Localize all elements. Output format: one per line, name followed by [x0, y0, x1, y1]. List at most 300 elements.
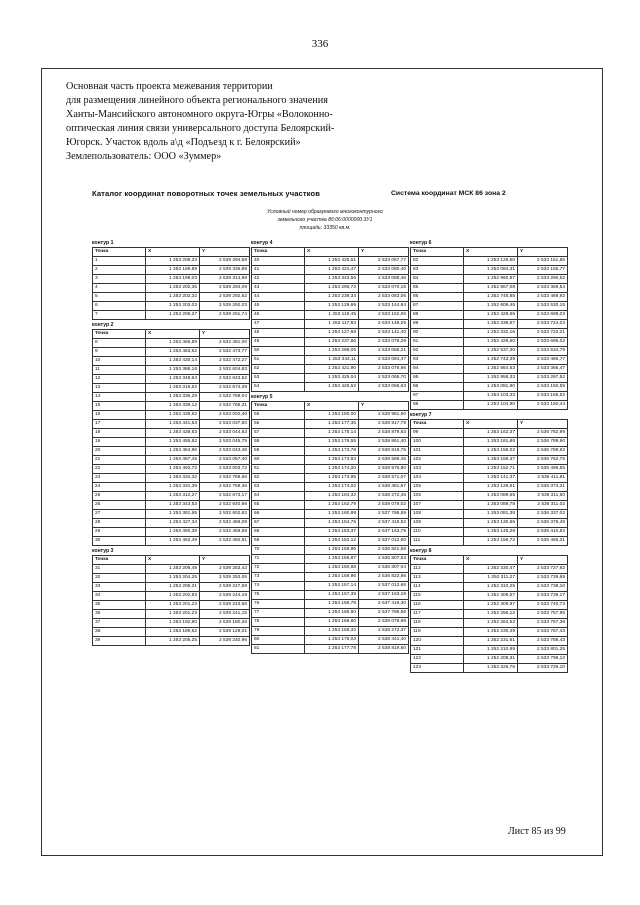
table-row — [93, 284, 250, 293]
table-row — [411, 637, 568, 646]
y-coordinate: 2 539 294,59 — [200, 257, 250, 266]
x-coordinate: 1 253 158,37 — [464, 456, 518, 465]
table-row — [93, 357, 250, 366]
y-coordinate: 2 532 640,98 — [200, 501, 250, 510]
y-coordinate: 2 532 673,17 — [200, 492, 250, 501]
x-coordinate: 1 253 298,05 — [305, 347, 359, 356]
x-coordinate: 1 253 425,04 — [305, 374, 359, 383]
point-number: 89 — [411, 320, 464, 329]
coordinate-table — [410, 247, 568, 410]
table-row — [411, 293, 568, 302]
point-number: 114 — [411, 583, 464, 592]
table-row — [252, 356, 409, 365]
point-number: 60 — [252, 456, 305, 465]
header-line: оптическая линия связи универсального доступа Белоярский- — [66, 123, 335, 134]
y-coordinate: 2 536 373,31 — [518, 483, 568, 492]
point-number: 121 — [411, 646, 464, 655]
y-coordinate: 2 532 473,77 — [200, 348, 250, 357]
y-coordinate: 2 533 757,96 — [518, 610, 568, 619]
y-coordinate: 2 536 376,46 — [518, 519, 568, 528]
x-coordinate: 1 253 189,89 — [146, 266, 200, 275]
y-coordinate: 2 538 879,83 — [359, 429, 409, 438]
point-number: 56 — [252, 420, 305, 429]
y-coordinate: 2 538 441,40 — [359, 636, 409, 645]
y-coordinate: 2 537 012,66 — [359, 582, 409, 591]
x-coordinate: 1 253 157,38 — [305, 591, 359, 600]
header-line: Югорск. Участок вдоль а\д «Подъезд к г. Белоярский» — [66, 137, 301, 148]
y-coordinate: 2 533 767,43 — [518, 628, 568, 637]
x-coordinate: 1 253 202,35 — [146, 284, 200, 293]
parcel-note-line: Условный номер образуемого многоконтурного — [267, 209, 383, 215]
table-row — [252, 501, 409, 510]
x-coordinate: 1 253 175,14 — [305, 429, 359, 438]
x-coordinate: 1 253 206,27 — [146, 311, 200, 320]
y-coordinate: 2 533 724,04 — [518, 320, 568, 329]
y-coordinate: 2 532 674,39 — [200, 384, 250, 393]
table-row — [411, 329, 568, 338]
point-number: 53 — [252, 374, 305, 383]
table-row — [93, 537, 250, 546]
header-y: Y — [200, 248, 250, 257]
y-coordinate: 2 537 418,30 — [359, 600, 409, 609]
y-coordinate: 2 536 465,31 — [518, 537, 568, 546]
x-coordinate: 1 253 129,69 — [305, 302, 359, 311]
y-coordinate: 2 532 460,91 — [200, 537, 250, 546]
table-row — [411, 565, 568, 574]
x-coordinate: 1 253 492,72 — [146, 465, 200, 474]
y-coordinate: 2 533 076,96 — [359, 365, 409, 374]
point-number: 33 — [93, 583, 146, 592]
coordinate-column-2 — [251, 239, 409, 655]
x-coordinate: 1 253 081,90 — [464, 383, 518, 392]
point-number: 68 — [252, 528, 305, 537]
table-header-row — [411, 556, 568, 565]
x-coordinate: 1 253 177,78 — [305, 645, 359, 654]
point-number: 35 — [93, 601, 146, 610]
table-row — [252, 609, 409, 618]
table-row — [252, 420, 409, 429]
x-coordinate: 1 253 160,89 — [305, 510, 359, 519]
table-row — [93, 528, 250, 537]
contour-label: контур 1 — [92, 240, 114, 246]
point-number: 3 — [93, 275, 146, 284]
x-coordinate: 1 253 180,00 — [305, 411, 359, 420]
table-row — [411, 302, 568, 311]
header-point: Точка — [252, 402, 305, 411]
header-x: X — [464, 556, 518, 565]
x-coordinate: 1 253 156,87 — [305, 555, 359, 564]
y-coordinate: 2 533 290,52 — [518, 275, 568, 284]
x-coordinate: 1 253 202,32 — [146, 293, 200, 302]
y-coordinate: 2 532 604,83 — [200, 366, 250, 375]
sheet-label: Лист 85 из 99 — [508, 826, 566, 837]
table-row — [93, 366, 250, 375]
point-number: 106 — [411, 492, 464, 501]
point-number: 108 — [411, 510, 464, 519]
table-row — [252, 546, 409, 555]
y-coordinate: 2 533 530,15 — [518, 302, 568, 311]
x-coordinate: 1 252 867,08 — [464, 284, 518, 293]
point-number: 67 — [252, 519, 305, 528]
point-number: 96 — [411, 383, 464, 392]
table-row — [93, 456, 250, 465]
point-number: 119 — [411, 628, 464, 637]
x-coordinate: 1 253 178,03 — [305, 636, 359, 645]
point-number: 63 — [252, 483, 305, 492]
y-coordinate: 2 537 418,52 — [359, 519, 409, 528]
y-coordinate: 2 539 180,26 — [200, 619, 250, 628]
table-row — [411, 610, 568, 619]
page-number: 336 — [311, 38, 329, 50]
point-number: 65 — [252, 501, 305, 510]
table-row — [93, 293, 250, 302]
y-coordinate: 2 533 148,25 — [359, 320, 409, 329]
point-number: 76 — [252, 600, 305, 609]
table-row — [252, 456, 409, 465]
header-point: Точка — [411, 420, 464, 429]
table-row — [93, 592, 250, 601]
point-number: 91 — [411, 338, 464, 347]
x-coordinate: 1 253 174,20 — [305, 465, 359, 474]
table-row — [93, 519, 250, 528]
point-number: 24 — [93, 483, 146, 492]
y-coordinate: 2 536 807,04 — [359, 564, 409, 573]
point-number: 46 — [252, 311, 305, 320]
header-point: Точка — [93, 330, 146, 339]
point-number: 88 — [411, 311, 464, 320]
x-coordinate: 1 253 162,37 — [464, 429, 518, 438]
y-coordinate: 2 533 534,79 — [518, 347, 568, 356]
y-coordinate: 2 539 243,56 — [200, 601, 250, 610]
y-coordinate: 2 533 066,63 — [359, 383, 409, 392]
y-coordinate: 2 532 768,66 — [200, 474, 250, 483]
point-number: 110 — [411, 528, 464, 537]
header-line: Землепользователь: ООО «Зуммер» — [66, 151, 222, 162]
x-coordinate: 1 253 156,72 — [464, 537, 518, 546]
x-coordinate: 1 252 743,39 — [464, 356, 518, 365]
x-coordinate: 1 253 162,79 — [305, 501, 359, 510]
point-number: 94 — [411, 365, 464, 374]
table-row — [93, 411, 250, 420]
header-line: для размещения линейного объекта регионального значения — [66, 95, 328, 106]
table-row — [252, 284, 409, 293]
table-row — [252, 374, 409, 383]
x-coordinate: 1 253 153,12 — [305, 537, 359, 546]
y-coordinate: 2 538 078,99 — [359, 618, 409, 627]
y-coordinate: 2 533 065,70 — [359, 374, 409, 383]
point-number: 111 — [411, 537, 464, 546]
table-row — [252, 591, 409, 600]
point-number: 69 — [252, 537, 305, 546]
point-number: 105 — [411, 483, 464, 492]
x-coordinate: 1 252 309,97 — [464, 601, 518, 610]
parcel-note-line: земельного участка 86:06:0000000:3У1 — [277, 217, 373, 223]
y-coordinate: 2 533 798,12 — [518, 655, 568, 664]
table-row — [252, 555, 409, 564]
y-coordinate: 2 533 057,40 — [200, 456, 250, 465]
x-coordinate: 1 253 487,45 — [146, 456, 200, 465]
point-number: 120 — [411, 637, 464, 646]
catalog-title: Каталог координат поворотных точек земельных участков — [92, 189, 320, 198]
x-coordinate: 1 253 127,68 — [305, 329, 359, 338]
point-number: 31 — [93, 565, 146, 574]
table-row — [93, 339, 250, 348]
y-coordinate: 2 537 163,79 — [359, 528, 409, 537]
table-row — [252, 383, 409, 392]
y-coordinate: 2 533 083,06 — [359, 293, 409, 302]
point-number: 85 — [411, 284, 464, 293]
table-row — [252, 447, 409, 456]
table-row — [93, 465, 250, 474]
x-coordinate: 1 252 306,57 — [464, 592, 518, 601]
table-row — [411, 392, 568, 401]
table-row — [93, 375, 250, 384]
table-row — [93, 637, 250, 646]
point-number: 97 — [411, 392, 464, 401]
y-coordinate: 2 538 981,60 — [359, 411, 409, 420]
x-coordinate: 1 253 426,52 — [305, 383, 359, 392]
point-number: 30 — [93, 537, 146, 546]
point-number: 123 — [411, 664, 464, 673]
x-coordinate: 1 253 316,62 — [146, 384, 200, 393]
table-row — [252, 618, 409, 627]
x-coordinate: 1 253 441,53 — [146, 420, 200, 429]
y-coordinate: 2 533 044,83 — [200, 429, 250, 438]
x-coordinate: 1 253 125,50 — [464, 257, 518, 266]
table-row — [411, 474, 568, 483]
point-number: 66 — [252, 510, 305, 519]
point-number: 49 — [252, 338, 305, 347]
header-y: Y — [518, 556, 568, 565]
point-number: 13 — [93, 384, 146, 393]
parcel-note-line: площадь: 33350 кв.м. — [299, 225, 351, 231]
x-coordinate: 1 253 202,83 — [146, 592, 200, 601]
table-row — [252, 411, 409, 420]
x-coordinate: 1 253 173,78 — [305, 447, 359, 456]
y-coordinate: 2 533 158,52 — [518, 392, 568, 401]
coordinate-table — [92, 247, 250, 320]
table-header-row — [93, 248, 250, 257]
y-coordinate: 2 537 012,60 — [359, 537, 409, 546]
header-y: Y — [518, 420, 568, 429]
header-y: Y — [359, 248, 409, 257]
y-coordinate: 2 536 788,92 — [518, 447, 568, 456]
point-number: 55 — [252, 411, 305, 420]
table-row — [411, 438, 568, 447]
y-coordinate: 2 533 699,03 — [518, 311, 568, 320]
x-coordinate: 1 253 312,27 — [146, 492, 200, 501]
point-number: 26 — [93, 501, 146, 510]
x-coordinate: 1 253 130,56 — [464, 519, 518, 528]
header-y: Y — [359, 402, 409, 411]
x-coordinate: 1 252 537,30 — [464, 347, 518, 356]
project-header — [66, 80, 386, 164]
y-coordinate: 2 536 782,99 — [518, 429, 568, 438]
table-row — [93, 266, 250, 275]
x-coordinate: 1 253 084,31 — [464, 266, 518, 275]
point-number: 92 — [411, 347, 464, 356]
x-coordinate: 1 253 089,78 — [464, 501, 518, 510]
point-number: 90 — [411, 329, 464, 338]
table-header-row — [93, 330, 250, 339]
y-coordinate: 2 532 481,00 — [200, 339, 250, 348]
table-row — [93, 492, 250, 501]
contour-label: контур 2 — [92, 322, 114, 328]
y-coordinate: 2 533 722,21 — [518, 329, 568, 338]
point-number: 20 — [93, 447, 146, 456]
table-row — [93, 438, 250, 447]
table-row — [252, 465, 409, 474]
y-coordinate: 2 538 861,40 — [359, 438, 409, 447]
y-coordinate: 2 533 080,40 — [359, 266, 409, 275]
table-row — [411, 356, 568, 365]
point-number: 37 — [93, 619, 146, 628]
x-coordinate: 1 252 428,66 — [464, 311, 518, 320]
y-coordinate: 2 533 043,48 — [200, 447, 250, 456]
table-row — [411, 619, 568, 628]
point-number: 59 — [252, 447, 305, 456]
point-number: 54 — [252, 383, 305, 392]
y-coordinate: 2 539 244,19 — [200, 592, 250, 601]
x-coordinate: 1 253 204,25 — [146, 574, 200, 583]
x-coordinate: 1 253 159,96 — [305, 573, 359, 582]
table-row — [93, 257, 250, 266]
x-coordinate: 1 253 103,33 — [464, 392, 518, 401]
header-y: Y — [200, 330, 250, 339]
x-coordinate: 1 253 344,11 — [305, 356, 359, 365]
point-number: 51 — [252, 356, 305, 365]
point-number: 100 — [411, 438, 464, 447]
point-number: 22 — [93, 465, 146, 474]
table-row — [411, 383, 568, 392]
point-number: 73 — [252, 573, 305, 582]
point-number: 1 — [93, 257, 146, 266]
x-coordinate: 1 252 230,49 — [464, 628, 518, 637]
y-coordinate: 2 533 084,47 — [359, 356, 409, 365]
table-row — [411, 574, 568, 583]
x-coordinate: 1 252 429,60 — [464, 338, 518, 347]
y-coordinate: 2 532 602,82 — [200, 510, 250, 519]
y-coordinate: 2 533 150,44 — [518, 401, 568, 410]
y-coordinate: 2 538 481,67 — [359, 483, 409, 492]
y-coordinate: 2 533 466,77 — [518, 356, 568, 365]
point-number: 29 — [93, 528, 146, 537]
table-row — [411, 456, 568, 465]
table-row — [93, 601, 250, 610]
point-number: 95 — [411, 374, 464, 383]
x-coordinate: 1 253 176,55 — [305, 438, 359, 447]
table-row — [93, 628, 250, 637]
contour-label: контур 8 — [410, 548, 432, 554]
point-number: 57 — [252, 429, 305, 438]
table-row — [411, 492, 568, 501]
y-coordinate: 2 533 037,60 — [200, 420, 250, 429]
x-coordinate: 1 253 339,12 — [146, 402, 200, 411]
coordinate-table — [251, 247, 409, 392]
point-number: 61 — [252, 465, 305, 474]
y-coordinate: 2 532 759,36 — [200, 483, 250, 492]
table-row — [93, 348, 250, 357]
table-row — [93, 565, 250, 574]
point-number: 15 — [93, 402, 146, 411]
x-coordinate: 1 253 192,90 — [146, 619, 200, 628]
table-row — [411, 501, 568, 510]
table-header-row — [411, 248, 568, 257]
coordinate-table — [410, 555, 568, 673]
y-coordinate: 2 539 314,98 — [200, 275, 250, 284]
y-coordinate: 2 539 292,03 — [200, 302, 250, 311]
table-row — [252, 320, 409, 329]
x-coordinate: 1 253 155,96 — [305, 546, 359, 555]
y-coordinate: 2 539 247,59 — [200, 583, 250, 592]
y-coordinate: 2 532 468,09 — [200, 519, 250, 528]
y-coordinate: 2 536 311,02 — [518, 501, 568, 510]
x-coordinate: 1 252 958,33 — [464, 374, 518, 383]
x-coordinate: 1 253 336,29 — [146, 393, 200, 402]
y-coordinate: 2 533 738,10 — [518, 583, 568, 592]
y-coordinate: 2 533 366,47 — [518, 365, 568, 374]
point-number: 64 — [252, 492, 305, 501]
header-point: Точка — [411, 556, 464, 565]
point-number: 98 — [411, 401, 464, 410]
point-number: 40 — [252, 257, 305, 266]
point-number: 16 — [93, 411, 146, 420]
table-row — [252, 311, 409, 320]
table-row — [252, 338, 409, 347]
x-coordinate: 1 252 330,47 — [464, 565, 518, 574]
table-row — [93, 402, 250, 411]
x-coordinate: 1 252 210,99 — [464, 646, 518, 655]
point-number: 28 — [93, 519, 146, 528]
x-coordinate: 1 253 425,51 — [305, 257, 359, 266]
x-coordinate: 1 253 237,86 — [305, 338, 359, 347]
table-row — [411, 266, 568, 275]
x-coordinate: 1 252 745,85 — [464, 293, 518, 302]
y-coordinate: 2 538 272,37 — [359, 627, 409, 636]
x-coordinate: 1 252 960,97 — [464, 275, 518, 284]
point-number: 109 — [411, 519, 464, 528]
point-number: 122 — [411, 655, 464, 664]
point-number: 113 — [411, 574, 464, 583]
table-row — [93, 429, 250, 438]
x-coordinate: 1 253 201,23 — [146, 610, 200, 619]
point-number: 72 — [252, 564, 305, 573]
x-coordinate: 1 253 145,28 — [464, 528, 518, 537]
table-row — [252, 537, 409, 546]
table-row — [411, 401, 568, 410]
table-row — [411, 257, 568, 266]
point-number: 74 — [252, 582, 305, 591]
point-number: 102 — [411, 456, 464, 465]
x-coordinate: 1 253 104,90 — [464, 401, 518, 410]
coordinate-column-1 — [92, 239, 250, 647]
y-coordinate: 2 533 469,92 — [518, 293, 568, 302]
x-coordinate: 1 253 331,39 — [146, 483, 200, 492]
y-coordinate: 2 533 287,52 — [518, 374, 568, 383]
header-y: Y — [200, 556, 250, 565]
x-coordinate: 1 253 463,82 — [146, 348, 200, 357]
point-number: 83 — [411, 266, 464, 275]
y-coordinate: 2 539 253,43 — [200, 565, 250, 574]
table-row — [411, 284, 568, 293]
x-coordinate: 1 252 256,12 — [464, 610, 518, 619]
y-coordinate: 2 533 695,02 — [518, 338, 568, 347]
point-number: 116 — [411, 601, 464, 610]
parcel-note — [230, 208, 420, 232]
point-number: 71 — [252, 555, 305, 564]
table-row — [252, 329, 409, 338]
y-coordinate: 2 533 152,06 — [359, 311, 409, 320]
